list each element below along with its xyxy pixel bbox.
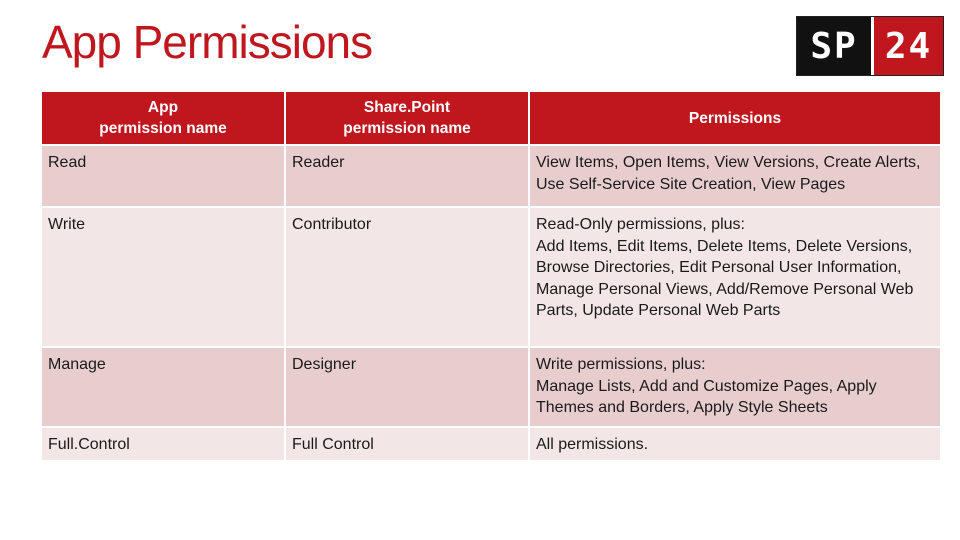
sp24-logo [796,16,944,76]
table-row [41,145,941,207]
slide-title: App Permissions [42,16,373,68]
permissions-line: View Items, Open Items, View Versions, Create Alerts, Use Self-Service Site Creation, View Pages [536,154,921,193]
header-line: App [147,99,179,116]
table-header-row [41,91,941,145]
permissions-line: Add Items, Edit Items, Delete Items, Delete Versions, Browse Directories, Edit Personal User Information, Manage Personal Views, Add/Remove Personal Web Parts, Update Personal Web Parts [536,237,914,319]
table-row [41,427,941,461]
header-line: permission name [343,120,471,137]
header-sharepoint-permission-name [285,91,529,145]
table-row [41,207,941,347]
cell-sharepoint-permission: Full Control [285,427,529,461]
logo-sp-text: SP [797,17,871,75]
cell-permissions [529,145,941,207]
permissions-table [40,90,942,462]
header-app-permission-name [41,91,285,145]
cell-permissions [529,347,941,427]
cell-permissions [529,207,941,347]
cell-sharepoint-permission: Contributor [285,207,529,347]
permissions-line: Read-Only permissions, plus: [536,216,745,233]
cell-app-permission: Manage [41,347,285,427]
header-permissions [529,91,941,145]
permissions-line: Manage Lists, Add and Customize Pages, Apply Themes and Borders, Apply Style Sheets [536,377,877,416]
cell-sharepoint-permission: Reader [285,145,529,207]
header-line: Permissions [688,109,782,127]
logo-24-text: 24 [871,17,943,75]
cell-sharepoint-permission: Designer [285,347,529,427]
cell-app-permission: Read [41,145,285,207]
cell-permissions [529,427,941,461]
permissions-line: All permissions. [536,436,649,453]
header-line: permission name [99,120,227,137]
cell-app-permission: Full.Control [41,427,285,461]
header-line: Share.Point [363,99,451,116]
cell-app-permission: Write [41,207,285,347]
table-row [41,347,941,427]
permissions-line: Write permissions, plus: [536,356,706,373]
